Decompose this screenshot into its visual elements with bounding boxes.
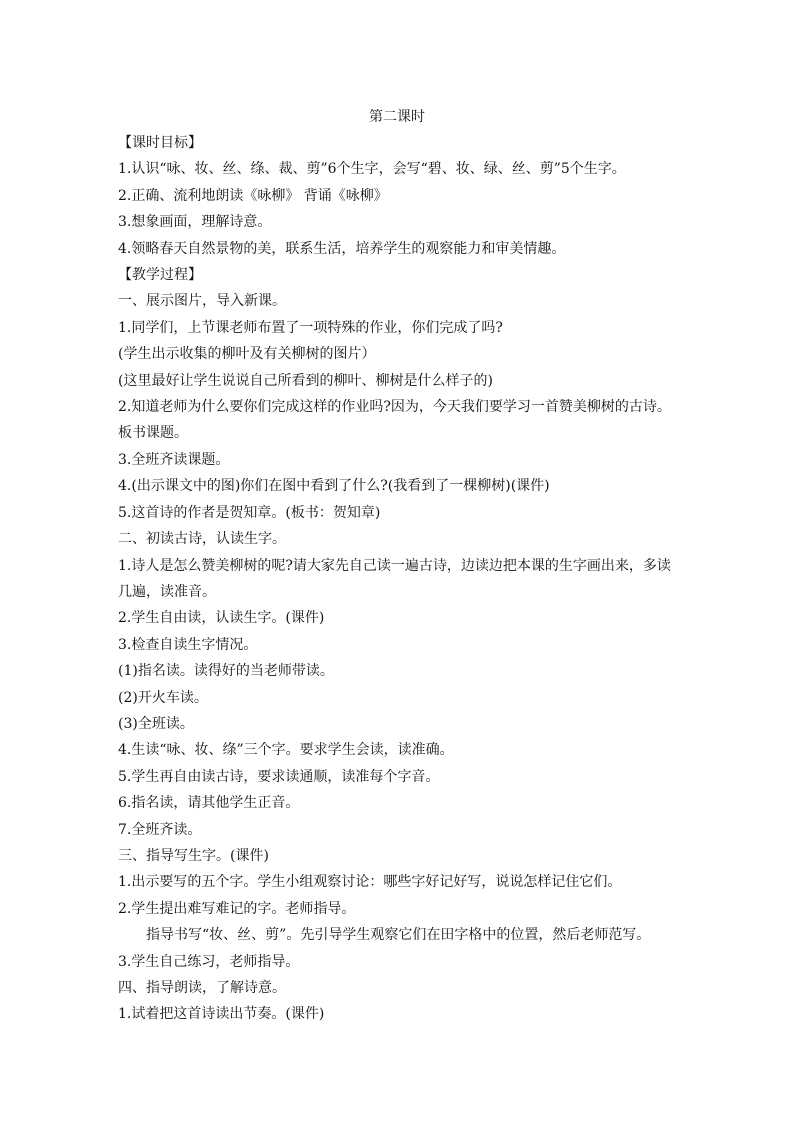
step-heading: 四、指导朗读，了解诗意。 [118,980,286,996]
step-heading: 二、初读古诗，认读生字。 [118,531,286,548]
text-line: 4.生读“咏、妆、绦”三个字。要求学生会读，读准确。 [118,742,454,759]
step-heading: 三、指导写生字。(课件) [118,847,269,864]
text-line: (1)指名读。读得好的当老师带读。 [118,663,334,680]
objective-item: 2.正确、流利地朗读《咏柳》 背诵《咏柳》 [118,187,388,204]
section-heading-objectives: 【课时目标】 [118,135,202,151]
text-line: 1.出示要写的五个字。学生小组观察讨论：哪些字好记好写，说说怎样记住它们。 [118,874,622,891]
text-line: 2.知道老师为什么要你们完成这样的作业吗?因为，今天我们要学习一首赞美柳树的古诗。 [118,399,671,416]
text-line: (学生出示收集的柳叶及有关柳树的图片） [118,346,376,363]
objective-item: 3.想象画面，理解诗意。 [118,214,272,231]
section-heading-process: 【教学过程】 [118,267,202,284]
document-body [118,130,688,1028]
text-line: 3.学生自己练习，老师指导。 [118,953,300,970]
text-line: 1.试着把这首诗读出节奏。(课件) [118,1006,325,1023]
text-line: 2.学生提出难写难记的字。老师指导。 [118,900,356,917]
text-line: 1.同学们，上节课老师布置了一项特殊的作业，你们完成了吗? [118,319,503,336]
text-line: (3)全班读。 [118,715,194,732]
objective-item: 1.认识“咏、妆、丝、绦、裁、剪”6个生字，会写“碧、妆、绿、丝、剪”5个生字。 [118,161,626,178]
text-line: 4.(出示课文中的图)你们在图中看到了什么?(我看到了一棵柳树)(课件) [118,478,550,495]
text-line: 1.诗人是怎么赞美柳树的呢?请大家先自己读一遍古诗，边读边把本课的生字画出来，多读 [118,557,671,574]
text-line: 2.学生自由读，认读生字。(课件) [118,610,325,627]
text-line: 板书课题。 [118,425,188,442]
text-line: 3.全班齐读课题。 [118,451,230,468]
step-heading: 一、展示图片，导入新课。 [118,293,286,310]
text-line: 5.这首诗的作者是贺知章。(板书：贺知章) [118,504,381,521]
text-line: 5.学生再自由读古诗，要求读通顺，读准每个字音。 [118,768,440,785]
text-line: 7.全班齐读。 [118,821,202,838]
objective-item: 4.领略春天自然景物的美，联系生活，培养学生的观察能力和审美情趣。 [118,240,566,257]
text-line: (这里最好让学生说说自己所看到的柳叶、柳树是什么样子的) [118,372,493,389]
text-line: 几遍，读准音。 [118,583,216,600]
text-line: 3.检查自读生字情况。 [118,636,258,653]
text-line-indented: 指导书写“妆、丝、剪”。先引导学生观察它们在田字格中的位置，然后老师范写。 [146,927,651,944]
text-line: (2)开火车读。 [118,689,208,706]
page-title: 第二课时 [369,109,425,125]
text-line: 6.指名读，请其他学生正音。 [118,795,300,812]
